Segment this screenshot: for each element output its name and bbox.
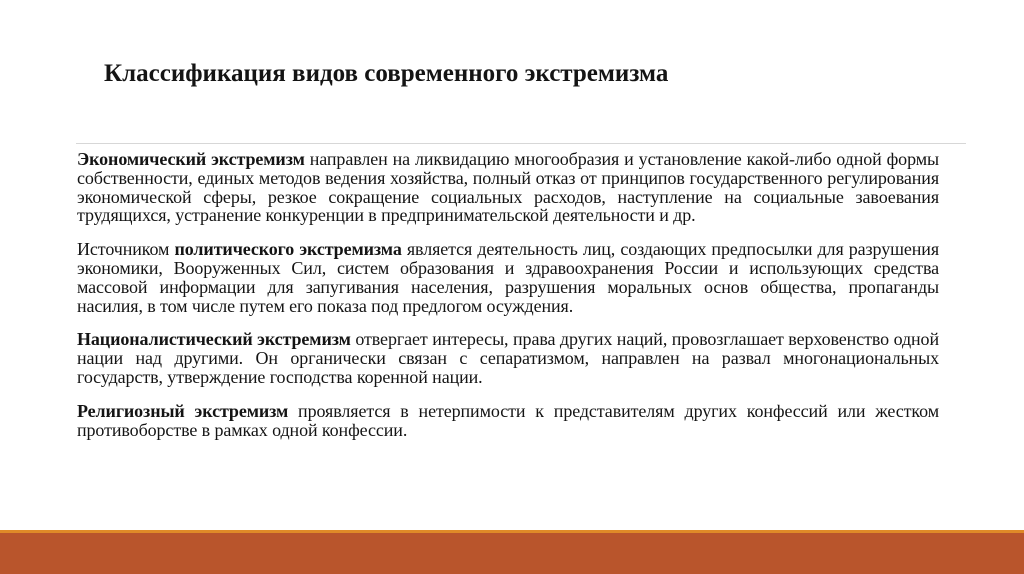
paragraph-text: является деятельность лиц, создающих предпосылки для разрушения экономики, Вооруженных Сил, систем образования и здравоохранения России и использующих средства массовой информации для запугивания населения, разрушения моральных основ общества, пропаганды насилия, в том числе путем его показа под предлогом осуждения. bbox=[77, 239, 939, 316]
title-divider bbox=[76, 143, 966, 144]
paragraph-religious-extremism bbox=[77, 402, 939, 440]
term-economic-extremism: Экономический экстремизм bbox=[77, 149, 305, 169]
term-religious-extremism: Религиозный экстремизм bbox=[77, 400, 289, 421]
paragraph-text: направлен на ликвидацию многообразия и установление какой-либо одной формы собственности, единых методов ведения хозяйства, полный отказ от принципов государственного регулирования экономической сферы, резкое сокращение социальных расходов, наступление на социальные завоевания трудящихся, устранение конкуренции в предпринимательской деятельности и др. bbox=[77, 149, 939, 226]
slide-body bbox=[77, 150, 939, 439]
paragraph-text: отвергает интересы, права других наций, провозглашает верховенство одной нации над другими. Он органически связан с сепаратизмом, направлен на развал многонациональных государств, утверждение господства коренной нации. bbox=[77, 329, 939, 387]
footer-bar bbox=[0, 533, 1024, 574]
term-political-extremism: политического экстремизма bbox=[174, 239, 402, 260]
paragraph-political-extremism bbox=[77, 240, 939, 315]
paragraph-economic-extremism bbox=[77, 150, 939, 225]
paragraph-nationalist-extremism bbox=[77, 330, 939, 386]
term-nationalist-extremism: Националистический экстремизм bbox=[77, 329, 351, 350]
paragraph-text: проявляется в нетерпимости к представителям других конфессий или жестком противоборстве в рамках одной конфессии. bbox=[77, 400, 939, 440]
slide-title: Классификация видов современного экстремизма bbox=[104, 60, 669, 87]
paragraph-lead: Источником bbox=[77, 239, 175, 260]
